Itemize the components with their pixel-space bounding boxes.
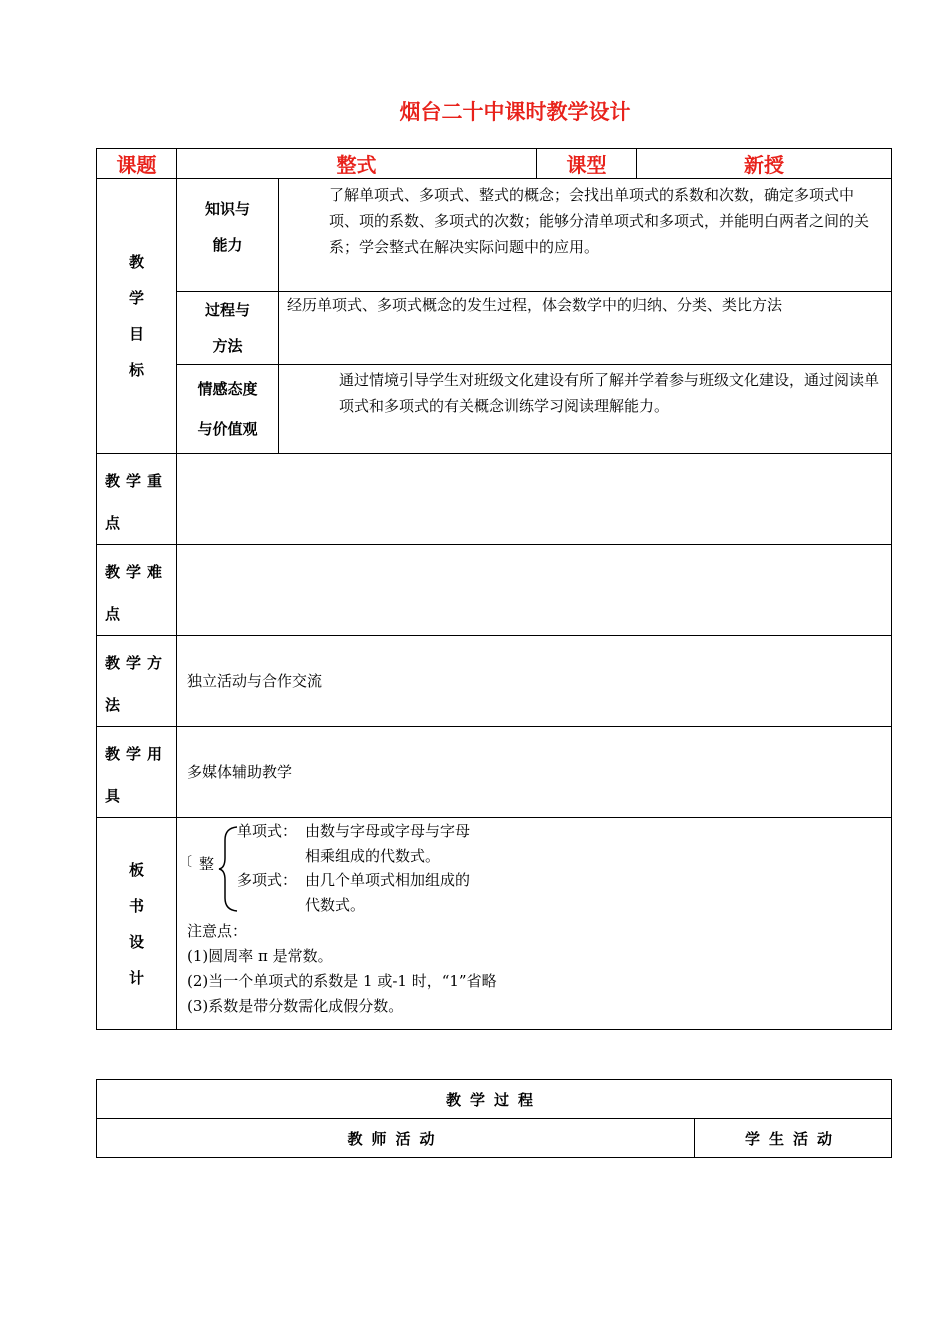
poly-label: 多项式： xyxy=(237,871,298,889)
tools-text: 多媒体辅助教学 xyxy=(177,727,892,818)
knowledge-label-line1: 知识与 xyxy=(204,200,250,218)
board-left-mark: 〔 xyxy=(179,855,193,870)
poly-line2: 代数式。 xyxy=(305,896,366,914)
page-title: 烟台二十中课时教学设计 xyxy=(399,100,631,124)
topic-label: 课题 xyxy=(97,149,177,179)
note-item: (1)圆周率 π 是常数。 xyxy=(187,947,333,965)
tools-label-line2: 具 xyxy=(105,787,127,805)
mono-line1: 由数与字母或字母与字母 xyxy=(305,822,471,840)
goals-label-char: 标 xyxy=(128,361,144,379)
mono-label: 单项式： xyxy=(237,822,298,840)
student-activity-header: 学生活动 xyxy=(695,1119,892,1158)
type-value: 新授 xyxy=(637,149,892,179)
board-label-char: 设 xyxy=(128,932,144,951)
tools-label-line1: 教学用 xyxy=(105,745,169,763)
topic-value: 整式 xyxy=(177,149,537,179)
emotion-label xyxy=(177,365,279,454)
process-title: 教学过程 xyxy=(97,1080,892,1119)
board-center-word: 整 xyxy=(199,855,215,873)
board-label xyxy=(97,818,177,1030)
focus-text xyxy=(177,454,892,545)
knowledge-text: 了解单项式、多项式、整式的概念；会找出单项式的系数和次数，确定多项式中项、项的系数、多项式的次数；能够分清单项式和多项式，并能明白两者之间的关系；学会整式在解决实际问题中的应用。 xyxy=(279,179,892,292)
process-text: 经历单项式、多项式概念的发生过程，体会数学中的归纳、分类、类比方法 xyxy=(279,292,892,365)
focus-label-line1: 教学重 xyxy=(105,472,169,490)
knowledge-label-line2: 能力 xyxy=(212,236,243,254)
difficulty-label xyxy=(97,545,177,636)
emotion-text: 通过情境引导学生对班级文化建设有所了解并学着参与班级文化建设，通过阅读单项式和多项式的有关概念训练学习阅读理解能力。 xyxy=(279,365,892,454)
process-label-line2: 方法 xyxy=(212,337,243,355)
note-item: (3)系数是带分数需化成假分数。 xyxy=(187,997,404,1015)
focus-label xyxy=(97,454,177,545)
goals-label xyxy=(97,179,177,454)
type-label: 课型 xyxy=(537,149,637,179)
method-text: 独立活动与合作交流 xyxy=(177,636,892,727)
lesson-plan-table xyxy=(96,148,892,1030)
method-label-line2: 法 xyxy=(105,696,127,714)
process-label xyxy=(177,292,279,365)
goals-label-char: 目 xyxy=(128,325,144,343)
tools-label xyxy=(97,727,177,818)
brace-icon xyxy=(217,826,239,912)
poly-line1: 由几个单项式相加组成的 xyxy=(305,871,471,889)
process-label-line1: 过程与 xyxy=(204,301,250,319)
emotion-label-line1: 情感态度 xyxy=(197,380,258,398)
goals-label-char: 学 xyxy=(128,289,144,307)
difficulty-label-line2: 点 xyxy=(105,605,127,623)
process-table xyxy=(96,1079,892,1158)
teacher-activity-header: 教师活动 xyxy=(97,1119,695,1158)
board-label-char: 板 xyxy=(128,860,144,879)
goals-label-char: 教 xyxy=(128,253,144,271)
board-content xyxy=(177,818,892,1030)
board-label-char: 书 xyxy=(128,896,144,915)
difficulty-label-line1: 教学难 xyxy=(105,563,169,581)
focus-label-line2: 点 xyxy=(105,514,127,532)
board-label-char: 计 xyxy=(128,968,144,987)
mono-line2: 相乘组成的代数式。 xyxy=(305,847,441,865)
notes-title: 注意点： xyxy=(187,922,248,940)
method-label xyxy=(97,636,177,727)
knowledge-label xyxy=(177,179,279,292)
note-item: (2)当一个单项式的系数是 1 或-1 时，“1”省略 xyxy=(187,972,497,990)
difficulty-text xyxy=(177,545,892,636)
method-label-line1: 教学方 xyxy=(105,654,169,672)
emotion-label-line2: 与价值观 xyxy=(197,420,258,438)
